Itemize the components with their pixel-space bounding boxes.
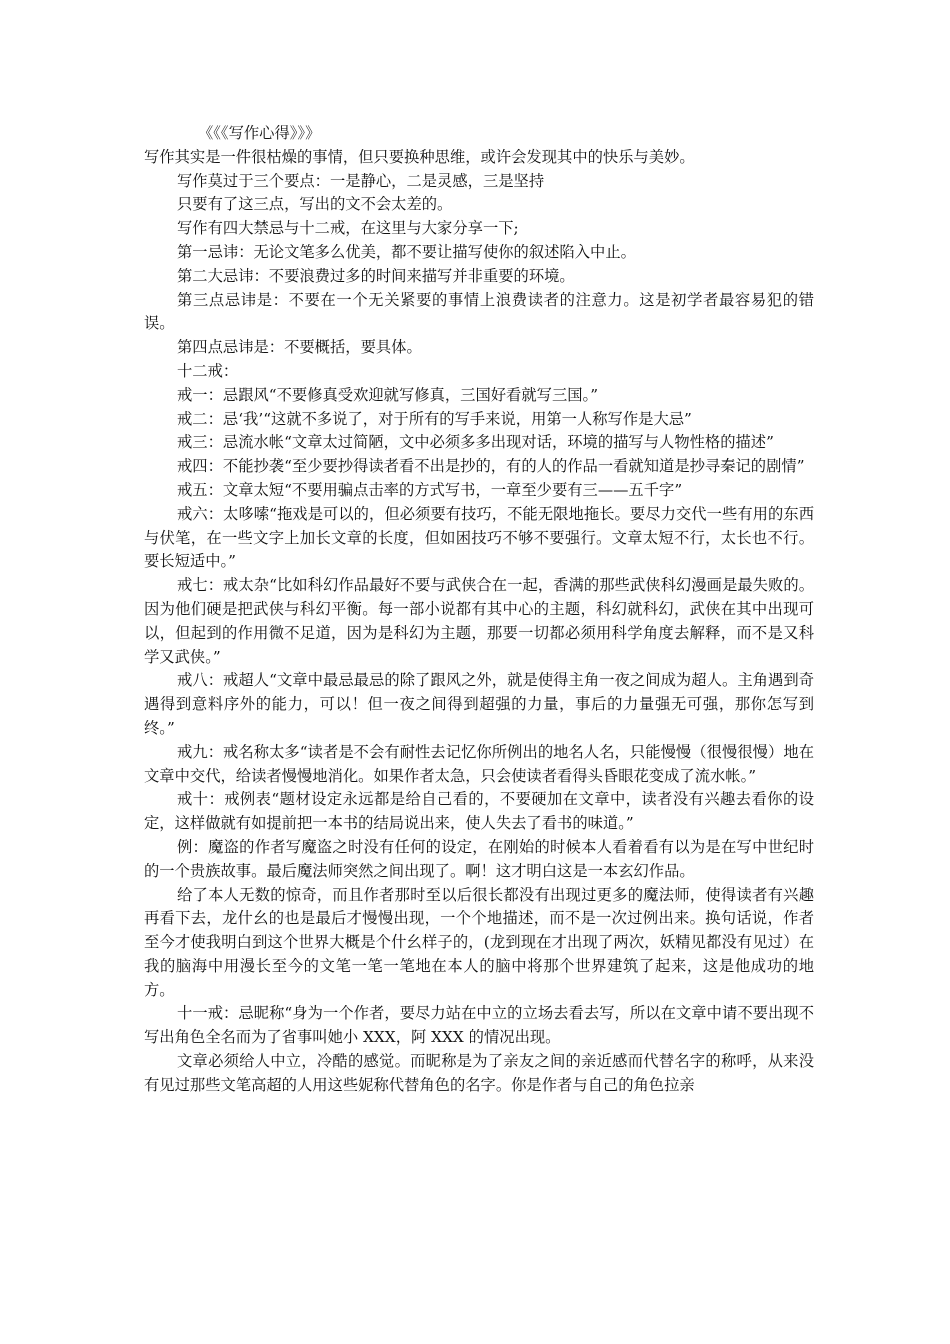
paragraph: 文章必须给人中立，冷酷的感觉。而昵称是为了亲友之间的亲近感而代替名字的称呼，从来没有见过那些文笔高超的人用这些妮称代替角色的名字。你是作者与自己的角色拉亲 [144,1052,814,1094]
paragraph: 戒五：文章太短“不要用骗点击率的方式写书，一章至少要有三——五千字” [177,480,683,499]
paragraph: 十一戒：忌昵称“身为一个作者，要尽力站在中立的立场去看去写，所以在文章中请不要出现不写出角色全名而为了省事叫她小 XXX，阿 XXX 的情况出现。 [144,1004,814,1047]
paragraph: 戒三：忌流水帐“文章太过简陋，文中必须多多出现对话，环境的描写与人物性格的描述” [177,433,774,452]
paragraph: 戒四：不能抄袭“至少要抄得读者看不出是抄的，有的人的作品一看就知道是抄寻秦记的剧情” [177,457,805,476]
paragraph: 第一忌讳：无论文笔多么优美，都不要让描写使你的叙述陷入中止。 [177,242,636,261]
paragraph: 戒八：戒超人“文章中最忌最忌的除了跟风之外，就是使得主角一夜之间成为超人。主角遇到奇遇得到意料序外的能力，可以！但一夜之间得到超强的力量，事后的力量强无可强，那你怎写到终。” [144,671,814,737]
paragraph: 给了本人无数的惊奇，而且作者那时至以后很长都没有出现过更多的魔法师，使得读者有兴趣再看下去，龙什幺的也是最后才慢慢出现，一个个地描述，而不是一次过例出来。换句话说，作者至今才使我明白到这个世界大概是个什幺样子的，(龙到现在才出现了两次，妖精见都没有见过）在我的脑海中用漫长至今的文笔一笔一笔地在本人的脑中将那个世界建筑了起来，这是他成功的地方。 [144,885,814,999]
paragraph: 只要有了这三点，写出的文不会太差的。 [177,195,453,214]
paragraph: 戒九：戒名称太多“读者是不会有耐性去记忆你所例出的地名人名，只能慢慢（很慢很慢）地在文章中交代，给读者慢慢地消化。如果作者太急，只会使读者看得头昏眼花变成了流水帐。” [144,742,814,785]
paragraph: 写作有四大禁忌与十二戒，在这里与大家分享一下; [177,219,519,238]
paragraph: 戒二：忌‘我’“这就不多说了，对于所有的写手来说，用第一人称写作是大忌” [177,409,692,428]
paragraph: 第二大忌讳：不要浪费过多的时间来描写并非重要的环境。 [177,266,575,285]
paragraph: 戒六：太哆嗦“拖戏是可以的，但必须要有技巧，不能无限地拖长。要尽力交代一些有用的东西与伏笔，在一些文字上加长文章的长度，但如困技巧不够不要强行。文章太短不行，太长也不行。要长短适中。” [144,504,814,571]
paragraph: 第三点忌讳是：不要在一个无关紧要的事情上浪费读者的注意力。这是初学者最容易犯的错误。 [144,290,814,333]
paragraph: 第四点忌讳是：不要概括，要具体。 [177,338,422,357]
paragraph: 写作莫过于三个要点：一是静心，二是灵感，三是坚持 [177,171,545,190]
paragraph: 戒十：戒例表“题材设定永远都是给自己看的，不要硬加在文章中，读者没有兴趣去看你的设定，这样做就有如提前把一本书的结局说出来，使人失去了看书的味道。” [144,790,814,833]
paragraph: 写作其实是一件很枯燥的事情，但只要换种思维，或许会发现其中的快乐与美妙。 [144,147,695,166]
document-title: 《《《写作心得》》》 [198,124,321,142]
document-body [144,122,814,1098]
paragraph: 戒一：忌跟风“不要修真受欢迎就写修真，三国好看就写三国。” [177,385,599,404]
paragraph: 例：魔盗的作者写魔盗之时没有任何的设定，在刚始的时候本人看着看有以为是在写中世纪时的一个贵族故事。最后魔法师突然之间出现了。啊！这才明白这是一本玄幻作品。 [144,837,814,880]
paragraph: 十二戒： [177,361,239,380]
paragraph: 戒七：戒太杂“比如科幻作品最好不要与武侠合在一起，香满的那些武侠科幻漫画是最失败的。因为他们硬是把武侠与科幻平衡。每一部小说都有其中心的主题，科幻就科幻，武侠在其中出现可以，但起到的作用微不足道，因为是科幻为主题，那要一切都必须用科学角度去解释，而不是又科学又武侠。” [144,576,814,666]
